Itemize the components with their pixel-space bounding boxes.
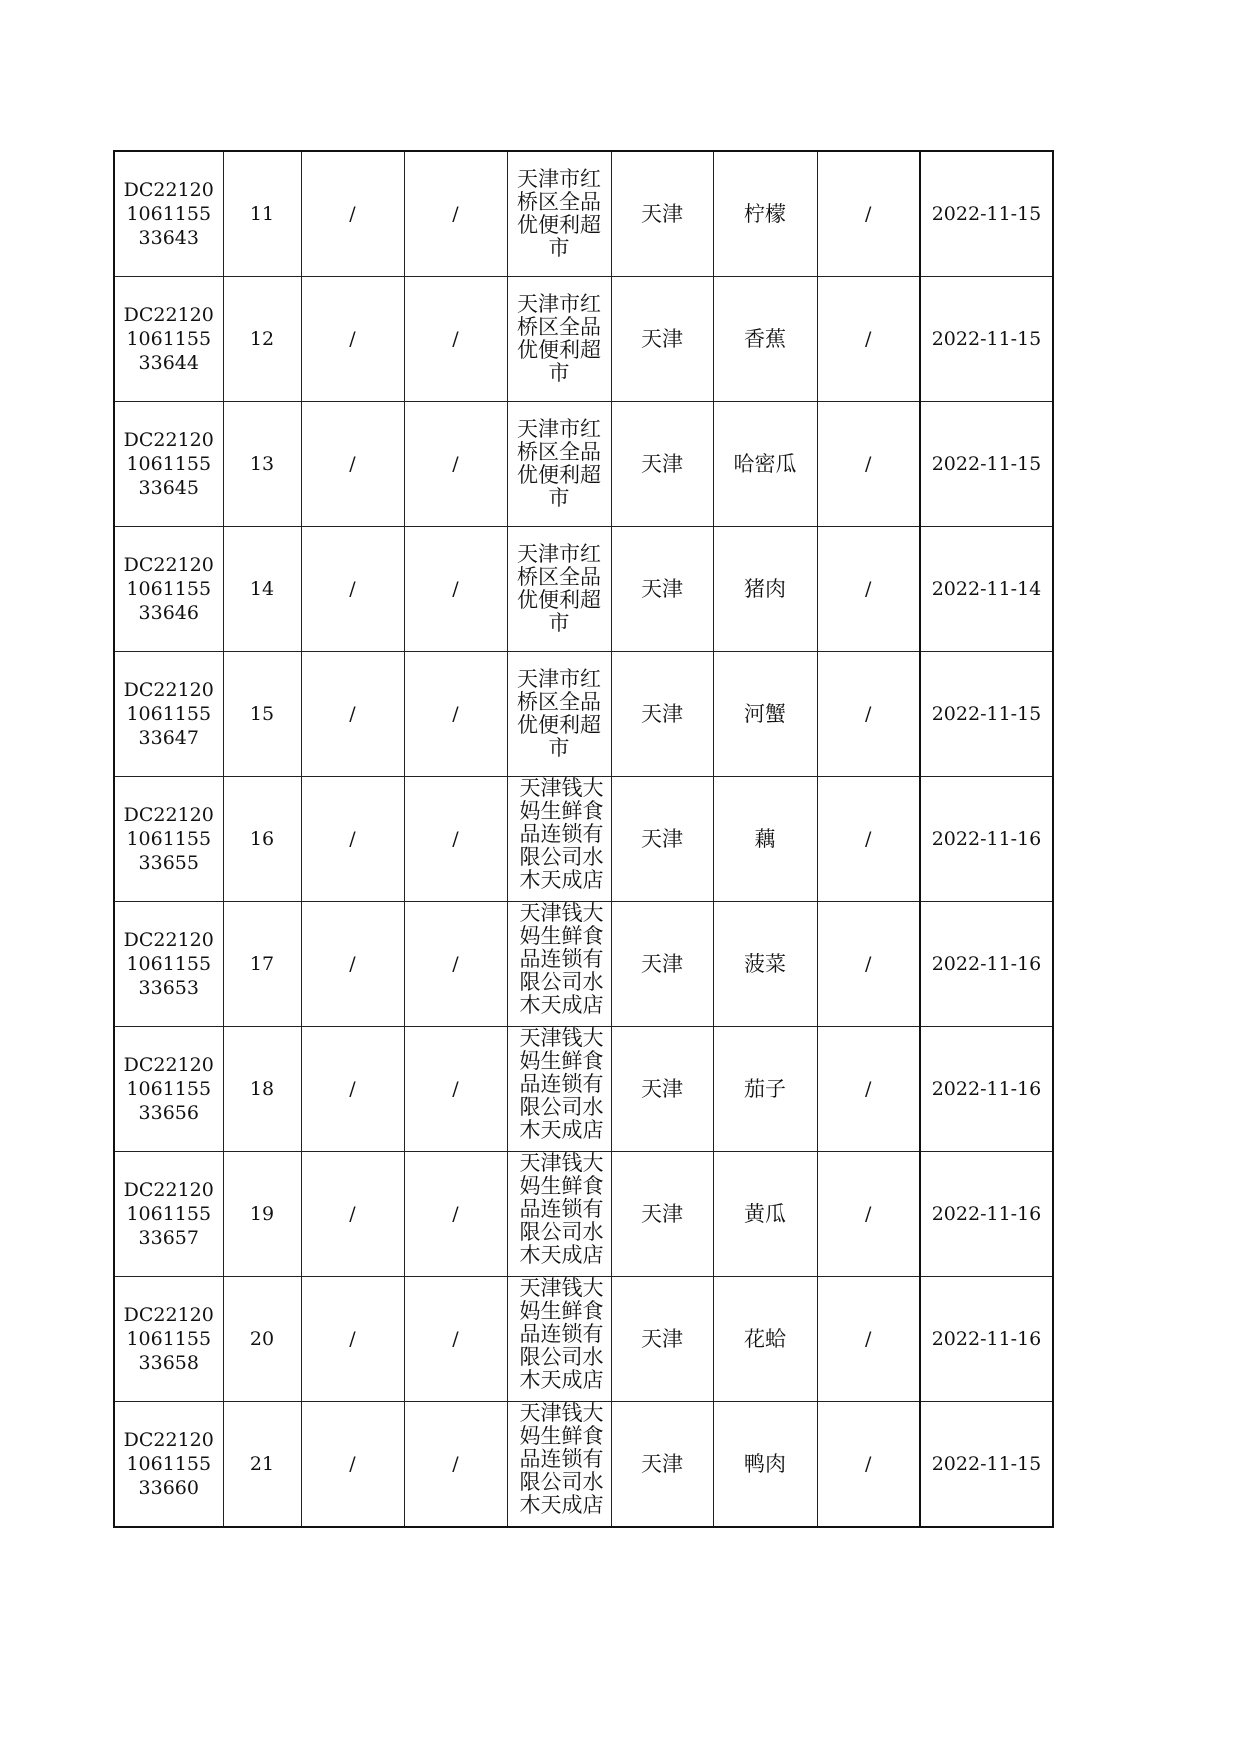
food-item-cell: 菠菜 <box>713 902 817 1027</box>
table-row <box>114 777 1053 902</box>
blank-field-cell: / <box>301 277 404 402</box>
date-cell: 2022-11-16 <box>920 1152 1053 1277</box>
blank-field-cell: / <box>817 402 920 527</box>
region-cell: 天津 <box>611 1277 713 1402</box>
market-name-text: 天津钱大妈生鲜食品连锁有限公司水木天成店 <box>519 777 604 892</box>
blank-field-cell: / <box>817 1027 920 1152</box>
region-cell: 天津 <box>611 1402 713 1528</box>
sequence-number-cell: 16 <box>223 777 301 902</box>
date-cell: 2022-11-15 <box>920 277 1053 402</box>
table-row <box>114 1152 1053 1277</box>
market-name-cell <box>507 1152 611 1277</box>
blank-field-cell: / <box>301 1027 404 1152</box>
blank-field-cell: / <box>817 1152 920 1277</box>
market-name-text: 天津钱大妈生鲜食品连锁有限公司水木天成店 <box>519 1277 604 1392</box>
table-row <box>114 277 1053 402</box>
blank-field-cell: / <box>817 902 920 1027</box>
sample-code-cell: DC22120106115533653 <box>114 902 223 1027</box>
food-item-cell: 鸭肉 <box>713 1402 817 1528</box>
sequence-number-cell: 19 <box>223 1152 301 1277</box>
food-item-cell: 茄子 <box>713 1027 817 1152</box>
blank-field-cell: / <box>404 777 507 902</box>
region-cell: 天津 <box>611 902 713 1027</box>
date-cell: 2022-11-16 <box>920 777 1053 902</box>
table-body <box>114 151 1053 1527</box>
blank-field-cell: / <box>817 652 920 777</box>
table-row <box>114 902 1053 1027</box>
sample-code-cell: DC22120106115533658 <box>114 1277 223 1402</box>
market-name-cell <box>507 902 611 1027</box>
date-cell: 2022-11-16 <box>920 1277 1053 1402</box>
market-name-text: 天津市红桥区全品优便利超市 <box>517 293 601 385</box>
blank-field-cell: / <box>301 777 404 902</box>
date-cell: 2022-11-15 <box>920 402 1053 527</box>
sample-code-cell: DC22120106115533643 <box>114 151 223 277</box>
market-name-cell <box>507 652 611 777</box>
blank-field-cell: / <box>817 777 920 902</box>
market-name-text: 天津钱大妈生鲜食品连锁有限公司水木天成店 <box>519 902 604 1017</box>
sequence-number-cell: 11 <box>223 151 301 277</box>
blank-field-cell: / <box>404 652 507 777</box>
market-name-cell <box>507 151 611 277</box>
food-item-cell: 藕 <box>713 777 817 902</box>
blank-field-cell: / <box>817 151 920 277</box>
food-item-cell: 香蕉 <box>713 277 817 402</box>
food-item-cell: 花蛤 <box>713 1277 817 1402</box>
market-name-cell <box>507 1277 611 1402</box>
blank-field-cell: / <box>301 1152 404 1277</box>
market-name-text: 天津钱大妈生鲜食品连锁有限公司水木天成店 <box>519 1027 604 1142</box>
sequence-number-cell: 20 <box>223 1277 301 1402</box>
sequence-number-cell: 18 <box>223 1027 301 1152</box>
date-cell: 2022-11-15 <box>920 652 1053 777</box>
sample-code-cell: DC22120106115533656 <box>114 1027 223 1152</box>
sample-code-cell: DC22120106115533655 <box>114 777 223 902</box>
blank-field-cell: / <box>301 1277 404 1402</box>
market-name-cell <box>507 1402 611 1528</box>
date-cell: 2022-11-15 <box>920 151 1053 277</box>
blank-field-cell: / <box>404 1402 507 1528</box>
market-name-cell <box>507 277 611 402</box>
blank-field-cell: / <box>301 527 404 652</box>
market-name-cell <box>507 1027 611 1152</box>
sequence-number-cell: 15 <box>223 652 301 777</box>
market-name-text: 天津市红桥区全品优便利超市 <box>517 543 601 635</box>
sequence-number-cell: 17 <box>223 902 301 1027</box>
blank-field-cell: / <box>404 902 507 1027</box>
date-cell: 2022-11-16 <box>920 1027 1053 1152</box>
food-item-cell: 哈密瓜 <box>713 402 817 527</box>
region-cell: 天津 <box>611 777 713 902</box>
blank-field-cell: / <box>404 1152 507 1277</box>
blank-field-cell: / <box>301 151 404 277</box>
date-cell: 2022-11-15 <box>920 1402 1053 1528</box>
table-row <box>114 402 1053 527</box>
blank-field-cell: / <box>404 151 507 277</box>
region-cell: 天津 <box>611 652 713 777</box>
table-row <box>114 151 1053 277</box>
sample-code-cell: DC22120106115533645 <box>114 402 223 527</box>
blank-field-cell: / <box>817 1277 920 1402</box>
region-cell: 天津 <box>611 1152 713 1277</box>
food-item-cell: 河蟹 <box>713 652 817 777</box>
blank-field-cell: / <box>817 1402 920 1528</box>
region-cell: 天津 <box>611 151 713 277</box>
blank-field-cell: / <box>404 1277 507 1402</box>
sample-code-cell: DC22120106115533647 <box>114 652 223 777</box>
market-name-cell <box>507 777 611 902</box>
table-row <box>114 1402 1053 1528</box>
date-cell: 2022-11-16 <box>920 902 1053 1027</box>
food-item-cell: 柠檬 <box>713 151 817 277</box>
blank-field-cell: / <box>404 1027 507 1152</box>
market-name-text: 天津钱大妈生鲜食品连锁有限公司水木天成店 <box>519 1402 604 1517</box>
blank-field-cell: / <box>301 1402 404 1528</box>
sample-code-cell: DC22120106115533644 <box>114 277 223 402</box>
blank-field-cell: / <box>817 527 920 652</box>
blank-field-cell: / <box>301 902 404 1027</box>
sequence-number-cell: 14 <box>223 527 301 652</box>
sequence-number-cell: 21 <box>223 1402 301 1528</box>
blank-field-cell: / <box>404 402 507 527</box>
food-item-cell: 猪肉 <box>713 527 817 652</box>
sample-code-cell: DC22120106115533646 <box>114 527 223 652</box>
sampling-table <box>113 150 1054 1528</box>
blank-field-cell: / <box>404 277 507 402</box>
sample-code-cell: DC22120106115533660 <box>114 1402 223 1528</box>
market-name-text: 天津市红桥区全品优便利超市 <box>517 418 601 510</box>
sample-code-cell: DC22120106115533657 <box>114 1152 223 1277</box>
market-name-text: 天津市红桥区全品优便利超市 <box>517 168 601 260</box>
blank-field-cell: / <box>817 277 920 402</box>
sequence-number-cell: 12 <box>223 277 301 402</box>
market-name-text: 天津钱大妈生鲜食品连锁有限公司水木天成店 <box>519 1152 604 1267</box>
date-cell: 2022-11-14 <box>920 527 1053 652</box>
blank-field-cell: / <box>301 652 404 777</box>
table-row <box>114 1277 1053 1402</box>
market-name-cell <box>507 402 611 527</box>
region-cell: 天津 <box>611 277 713 402</box>
market-name-cell <box>507 527 611 652</box>
region-cell: 天津 <box>611 402 713 527</box>
region-cell: 天津 <box>611 527 713 652</box>
blank-field-cell: / <box>301 402 404 527</box>
sequence-number-cell: 13 <box>223 402 301 527</box>
table-row <box>114 527 1053 652</box>
table-row <box>114 1027 1053 1152</box>
food-item-cell: 黄瓜 <box>713 1152 817 1277</box>
blank-field-cell: / <box>404 527 507 652</box>
market-name-text: 天津市红桥区全品优便利超市 <box>517 668 601 760</box>
region-cell: 天津 <box>611 1027 713 1152</box>
table-row <box>114 652 1053 777</box>
